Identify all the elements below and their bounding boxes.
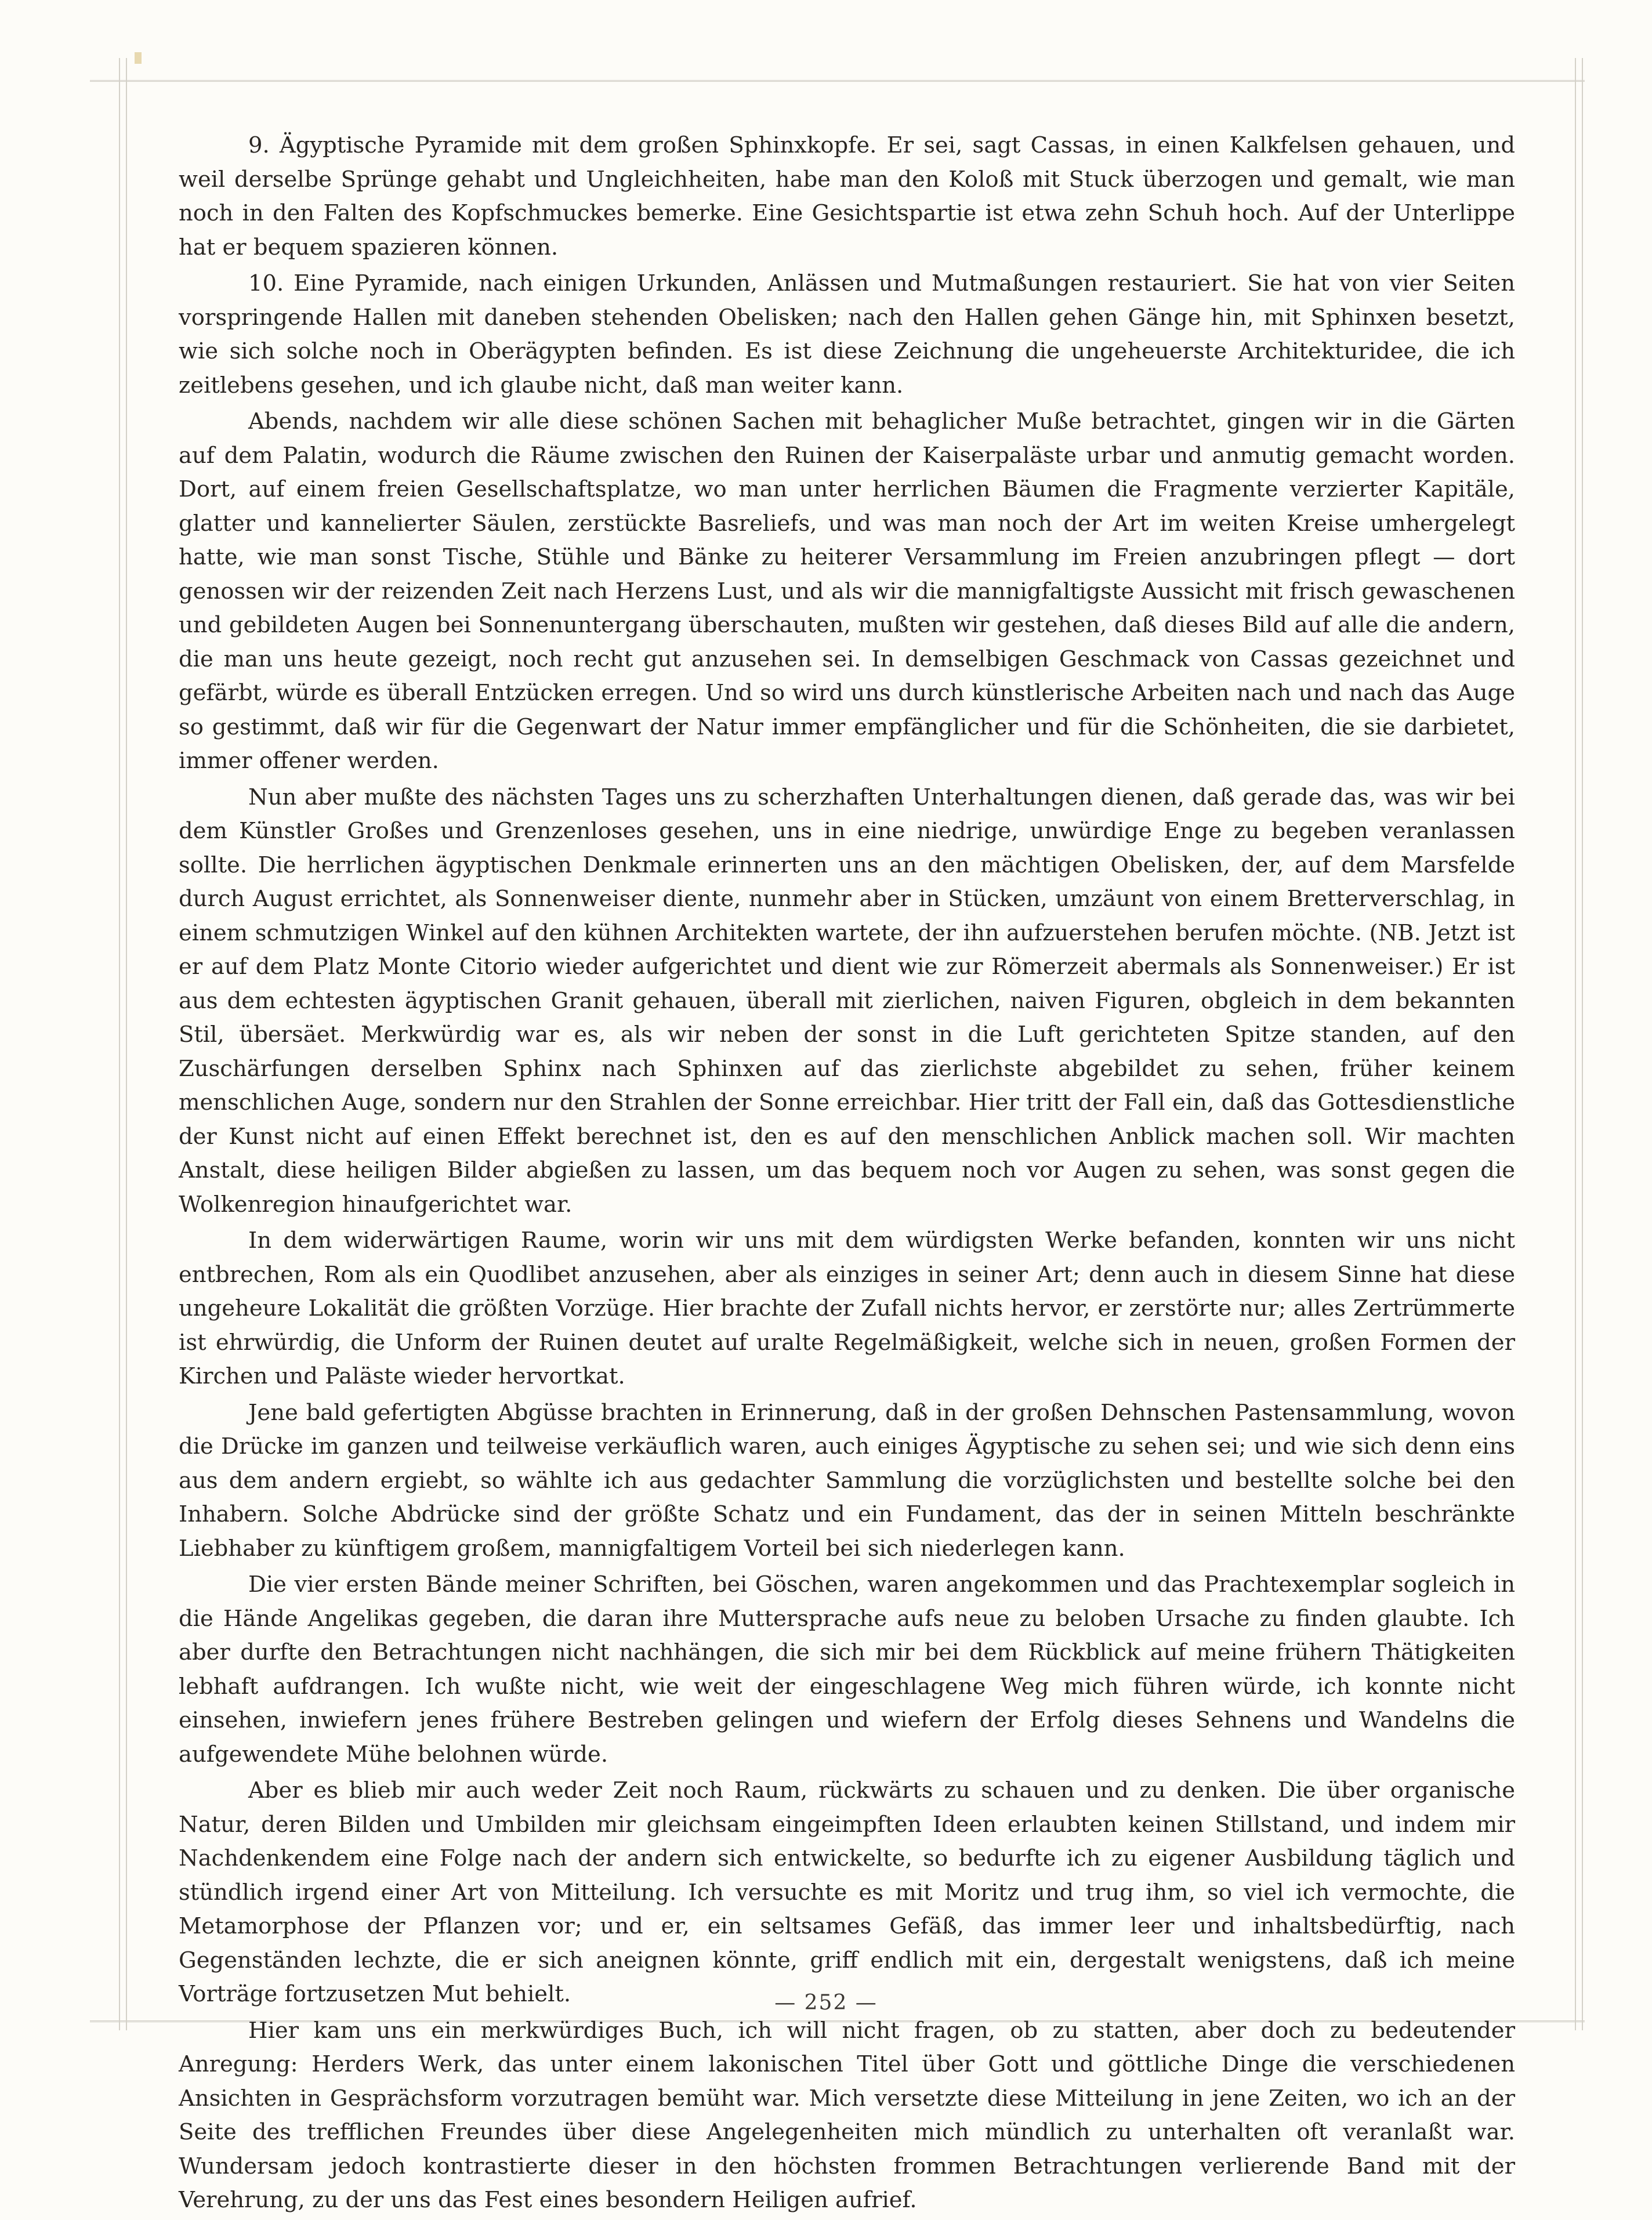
- paragraph-rom-quodlibet: In dem widerwärtigen Raume, worin wir uns mit dem würdigsten Werke befanden, konnten wir uns nicht entbrechen, Rom als ein Quodlibet anzusehen, aber als einziges in seiner Art; denn auch in diesem Sinne hat diese ungeheure Lokalität die größten Vorzüge. Hier brachte der Zufall nichts hervor, er zerstörte nur; alles Zertrümmerte ist ehrwürdig, die Unform der Ruinen deutet auf uralte Regelmäßigkeit, welche sich in neuen, großen Formen der Kirchen und Paläste wieder hervortkat.: [179, 1227, 1515, 1389]
- paragraph-obelisk: Nun aber mußte des nächsten Tages uns zu scherzhaften Unterhaltungen dienen, daß gerade das, was wir bei dem Künstler Großes und Grenzenloses gesehen, uns in eine niedrige, unwürdige Enge zu begeben veranlassen sollte. Die herrlichen ägyptischen Denkmale erinnerten uns an den mächtigen Obelisken, der, auf dem Marsfelde durch August errichtet, als Sonnenweiser diente, nunmehr aber in Stücken, umzäunt von einem Bretterverschlag, in einem schmutzigen Winkel auf den kühnen Architekten wartete, der ihn aufzuerstehen berufen möchte. (NB. Jetzt ist er auf dem Platz Monte Citorio wieder aufgerichtet und dient wie zur Römerzeit abermals als Sonnenweiser.) Er ist aus dem echtesten ägyptischen Granit gehauen, überall mit zierlichen, naiven Figuren, obgleich in dem bekannten Stil, übersäet. Merkwürdig war es, als wir neben der sonst in die Luft gerichteten Spitze standen, auf den Zuschärfungen derselben Sphinx nach Sphinxen auf das zierlichste abgebildet zu sehen, früher keinem menschlichen Auge, sondern nur den Strahlen der Sonne erreichbar. Hier tritt der Fall ein, daß das Gottesdienstliche der Kunst nicht auf einen Effekt berechnet ist, den es auf den menschlichen Anblick machen soll. Wir machten Anstalt, diese heiligen Bilder abgießen zu lassen, um das bequem noch vor Augen zu sehen, was sonst gegen die Wolkenregion hinaufgerichtet war.: [179, 784, 1515, 1218]
- left-margin-rule: [119, 58, 127, 2030]
- body-text: [179, 129, 1515, 2220]
- paragraph-schriften: Die vier ersten Bände meiner Schriften, bei Göschen, waren angekommen und das Prachtexemplar sogleich in die Hände Angelikas gegeben, die daran ihre Muttersprache aufs neue zu beloben Ursache zu finden glaubte. Ich aber durfte den Betrachtungen nicht nachhängen, die sich mir bei dem Rückblick auf meine frühern Thätigkeiten lebhaft aufdrangen. Ich wußte nicht, wie weit der eingeschlagene Weg mich führen würde, ich konnte nicht einsehen, inwiefern jenes frühere Bestreben gelingen und wiefern der Erfolg dieses Sehnens und Wandelns die aufgewendete Mühe belohnen würde.: [179, 1571, 1515, 1768]
- paragraph-palatin: Abends, nachdem wir alle diese schönen Sachen mit behaglicher Muße betrachtet, gingen wir in die Gärten auf dem Palatin, wodurch die Räume zwischen den Ruinen der Kaiserpaläste urbar und anmutig gemacht worden. Dort, auf einem freien Gesellschaftsplatze, wo man unter herrlichen Bäumen die Fragmente verzierter Kapitäle, glatter und kannelierter Säulen, zerstückte Basreliefs, und was man noch der Art im weiten Kreise umhergelegt hatte, wie man sonst Tische, Stühle und Bänke zu heiterer Versammlung im Freien anzubringen pflegt — dort genossen wir der reizenden Zeit nach Herzens Lust, und als wir die mannigfaltigste Aussicht mit frisch gewaschenen und gebildeten Augen bei Sonnenuntergang überschauten, mußten wir gestehen, daß dieses Bild auf alle die andern, die man uns heute gezeigt, noch recht gut anzusehen sei. In demselbigen Geschmack von Cassas gezeichnet und gefärbt, würde es überall Entzücken erregen. Und so wird uns durch künstlerische Arbeiten nach und nach das Auge so gestimmt, daß wir für die Gegenwart der Natur immer empfänglicher und für die Schönheiten, die sie darbietet, immer offener werden.: [179, 408, 1515, 774]
- paragraph-item-10: 10. Eine Pyramide, nach einigen Urkunden, Anlässen und Mutmaßungen restauriert. Sie hat von vier Seiten vorspringende Hallen mit daneben stehenden Obelisken; nach den Hallen gehen Gänge hin, mit Sphinxen besetzt, wie sich solche noch in Oberägypten befinden. Es ist diese Zeichnung die ungeheuerste Architekturidee, die ich zeitlebens gesehen, und ich glaube nicht, daß man weiter kann.: [179, 270, 1515, 399]
- paragraph-herder: Hier kam uns ein merkwürdiges Buch, ich will nicht fragen, ob zu statten, aber doch zu bedeutender Anregung: Herders Werk, das unter einem lakonischen Titel über Gott und göttliche Dinge die verschiedenen Ansichten in Gesprächsform vorzutragen bemüht war. Mich versetzte diese Mitteilung in jene Zeiten, wo ich an der Seite des trefflichen Freundes über diese Angelegenheiten mich mündlich zu unterhalten oft veranlaßt war. Wundersam jedoch kontrastierte dieser in den höchsten frommen Betrachtungen verlierende Band mit der Verehrung, zu der uns das Fest eines besondern Heiligen aufrief.: [179, 2017, 1515, 2213]
- paragraph-metamorphose: Aber es blieb mir auch weder Zeit noch Raum, rückwärts zu schauen und zu denken. Die über organische Natur, deren Bilden und Umbilden mir gleichsam eingeimpften Ideen erlaubten keinen Stillstand, und indem mir Nachdenkendem eine Folge nach der andern sich entwickelte, so bedurfte ich zu eigener Ausbildung täglich und stündlich irgend einer Art von Mitteilung. Ich versuchte es mit Moritz und trug ihm, so viel ich vermochte, die Metamorphose der Pflanzen vor; und er, ein seltsames Gefäß, das immer leer und inhaltsbedürftig, nach Gegenständen lechzte, die er sich aneignen könnte, griff endlich mit ein, dergestalt wenigstens, daß ich meine Vorträge fortzusetzen Mut behielt.: [179, 1777, 1515, 2007]
- paragraph-item-9: 9. Ägyptische Pyramide mit dem großen Sphinxkopfe. Er sei, sagt Cassas, in einen Kalkfelsen gehauen, und weil derselbe Sprünge gehabt und Ungleichheiten, habe man den Koloß mit Stuck überzogen und gemalt, wie man noch in den Falten des Kopfschmuckes bemerke. Eine Gesichtspartie ist etwa zehn Schuh hoch. Auf der Unterlippe hat er bequem spazieren können.: [179, 132, 1515, 260]
- page-number: — 252 —: [774, 1991, 878, 2015]
- right-margin-rule: [1575, 58, 1583, 2030]
- paragraph-abguesse: Jene bald gefertigten Abgüsse brachten in Erinnerung, daß in der großen Dehnschen Pastensammlung, wovon die Drücke im ganzen und teilweise verkäuflich waren, auch einiges Ägyptische zu sehen sei; und wie sich denn eins aus dem andern ergiebt, so wählte ich aus gedachter Sammlung die vorzüglichsten und bestellte solche bei den Inhabern. Solche Abdrücke sind der größte Schatz und ein Fundament, das der in seinen Mitteln beschränkte Liebhaber zu künftigem großem, mannigfaltigem Vorteil bei sich niederlegen kann.: [179, 1399, 1515, 1562]
- corner-mark: [135, 52, 142, 64]
